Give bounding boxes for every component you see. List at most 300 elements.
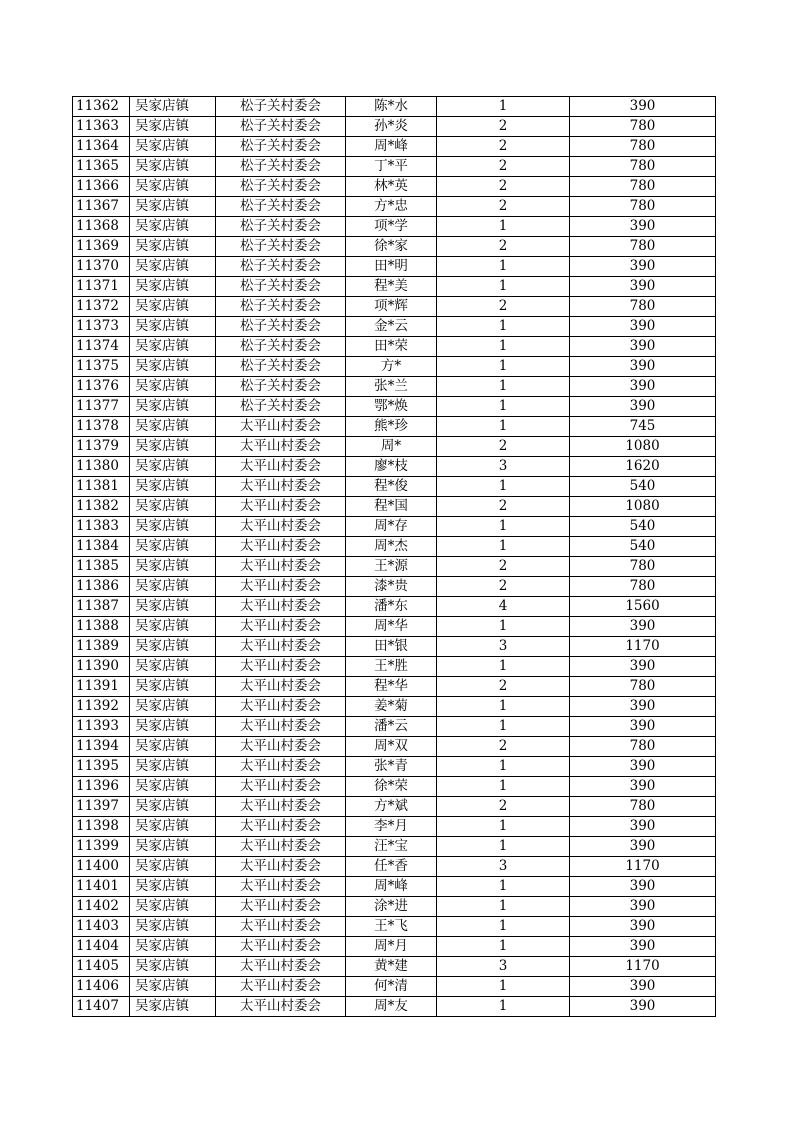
cell-amount: 540	[570, 477, 716, 497]
table-row	[73, 837, 716, 857]
cell-record-number: 11403	[73, 917, 130, 937]
table-row	[73, 957, 716, 977]
cell-person-count: 3	[437, 957, 570, 977]
cell-person-name: 张*兰	[346, 377, 437, 397]
table-row	[73, 817, 716, 837]
cell-person-count: 1	[437, 997, 570, 1017]
cell-amount: 780	[570, 177, 716, 197]
cell-town: 吴家店镇	[130, 157, 216, 177]
cell-amount: 1170	[570, 957, 716, 977]
cell-amount: 390	[570, 97, 716, 117]
cell-person-count: 2	[437, 437, 570, 457]
cell-person-name: 汪*宝	[346, 837, 437, 857]
cell-record-number: 11370	[73, 257, 130, 277]
table-row	[73, 757, 716, 777]
cell-amount: 390	[570, 917, 716, 937]
table-row	[73, 437, 716, 457]
table-row	[73, 297, 716, 317]
cell-person-count: 2	[437, 297, 570, 317]
table-row	[73, 277, 716, 297]
cell-village-committee: 太平山村委会	[216, 557, 346, 577]
cell-town: 吴家店镇	[130, 537, 216, 557]
cell-village-committee: 松子关村委会	[216, 257, 346, 277]
cell-person-name: 周*存	[346, 517, 437, 537]
cell-village-committee: 太平山村委会	[216, 577, 346, 597]
cell-town: 吴家店镇	[130, 557, 216, 577]
cell-amount: 390	[570, 697, 716, 717]
cell-village-committee: 太平山村委会	[216, 517, 346, 537]
table-row	[73, 697, 716, 717]
cell-record-number: 11394	[73, 737, 130, 757]
cell-record-number: 11407	[73, 997, 130, 1017]
table-body	[73, 97, 716, 1017]
cell-town: 吴家店镇	[130, 357, 216, 377]
cell-person-name: 程*俊	[346, 477, 437, 497]
cell-amount: 780	[570, 297, 716, 317]
cell-village-committee: 太平山村委会	[216, 997, 346, 1017]
cell-village-committee: 太平山村委会	[216, 617, 346, 637]
cell-person-name: 方*忠	[346, 197, 437, 217]
cell-person-count: 2	[437, 797, 570, 817]
cell-record-number: 11384	[73, 537, 130, 557]
cell-amount: 390	[570, 817, 716, 837]
cell-village-committee: 太平山村委会	[216, 957, 346, 977]
table-row	[73, 357, 716, 377]
cell-town: 吴家店镇	[130, 317, 216, 337]
cell-record-number: 11365	[73, 157, 130, 177]
cell-amount: 390	[570, 277, 716, 297]
cell-amount: 780	[570, 737, 716, 757]
cell-person-count: 1	[437, 517, 570, 537]
cell-person-name: 周*杰	[346, 537, 437, 557]
cell-village-committee: 松子关村委会	[216, 237, 346, 257]
cell-town: 吴家店镇	[130, 97, 216, 117]
cell-town: 吴家店镇	[130, 617, 216, 637]
cell-town: 吴家店镇	[130, 797, 216, 817]
cell-village-committee: 松子关村委会	[216, 157, 346, 177]
cell-village-committee: 松子关村委会	[216, 397, 346, 417]
cell-person-count: 1	[437, 617, 570, 637]
cell-amount: 1560	[570, 597, 716, 617]
cell-record-number: 11396	[73, 777, 130, 797]
cell-person-count: 1	[437, 277, 570, 297]
cell-town: 吴家店镇	[130, 197, 216, 217]
table-row	[73, 217, 716, 237]
table-row	[73, 557, 716, 577]
cell-person-name: 陈*水	[346, 97, 437, 117]
cell-record-number: 11405	[73, 957, 130, 977]
table-row	[73, 597, 716, 617]
cell-town: 吴家店镇	[130, 217, 216, 237]
cell-village-committee: 太平山村委会	[216, 817, 346, 837]
cell-village-committee: 太平山村委会	[216, 917, 346, 937]
cell-person-name: 周*双	[346, 737, 437, 757]
table-row	[73, 237, 716, 257]
cell-town: 吴家店镇	[130, 717, 216, 737]
cell-person-name: 金*云	[346, 317, 437, 337]
cell-village-committee: 太平山村委会	[216, 657, 346, 677]
cell-amount: 390	[570, 877, 716, 897]
cell-person-name: 徐*家	[346, 237, 437, 257]
table-row	[73, 677, 716, 697]
cell-record-number: 11406	[73, 977, 130, 997]
table-row	[73, 137, 716, 157]
cell-record-number: 11388	[73, 617, 130, 637]
table-row	[73, 97, 716, 117]
cell-town: 吴家店镇	[130, 437, 216, 457]
cell-amount: 780	[570, 577, 716, 597]
cell-amount: 780	[570, 117, 716, 137]
table-row	[73, 917, 716, 937]
cell-village-committee: 太平山村委会	[216, 757, 346, 777]
cell-town: 吴家店镇	[130, 257, 216, 277]
cell-person-count: 1	[437, 657, 570, 677]
cell-amount: 390	[570, 837, 716, 857]
cell-village-committee: 太平山村委会	[216, 637, 346, 657]
cell-village-committee: 松子关村委会	[216, 377, 346, 397]
cell-person-count: 1	[437, 877, 570, 897]
table-row	[73, 777, 716, 797]
cell-record-number: 11367	[73, 197, 130, 217]
cell-town: 吴家店镇	[130, 497, 216, 517]
cell-village-committee: 太平山村委会	[216, 417, 346, 437]
cell-person-name: 丁*平	[346, 157, 437, 177]
table-row	[73, 537, 716, 557]
cell-village-committee: 太平山村委会	[216, 777, 346, 797]
cell-amount: 1080	[570, 437, 716, 457]
cell-person-name: 漆*贵	[346, 577, 437, 597]
cell-person-count: 3	[437, 637, 570, 657]
cell-record-number: 11390	[73, 657, 130, 677]
cell-person-name: 何*清	[346, 977, 437, 997]
cell-person-name: 方*	[346, 357, 437, 377]
cell-person-count: 1	[437, 937, 570, 957]
cell-person-count: 2	[437, 137, 570, 157]
cell-amount: 390	[570, 657, 716, 677]
cell-amount: 780	[570, 557, 716, 577]
cell-village-committee: 太平山村委会	[216, 677, 346, 697]
cell-record-number: 11397	[73, 797, 130, 817]
table-row	[73, 997, 716, 1017]
cell-record-number: 11381	[73, 477, 130, 497]
cell-amount: 1620	[570, 457, 716, 477]
table-row	[73, 197, 716, 217]
table-row	[73, 117, 716, 137]
cell-person-name: 徐*荣	[346, 777, 437, 797]
cell-amount: 780	[570, 157, 716, 177]
cell-person-count: 1	[437, 837, 570, 857]
cell-amount: 390	[570, 757, 716, 777]
cell-person-count: 1	[437, 897, 570, 917]
cell-town: 吴家店镇	[130, 997, 216, 1017]
cell-person-name: 周*峰	[346, 877, 437, 897]
table-row	[73, 877, 716, 897]
table-row	[73, 377, 716, 397]
cell-amount: 390	[570, 357, 716, 377]
cell-record-number: 11383	[73, 517, 130, 537]
cell-person-count: 2	[437, 677, 570, 697]
cell-village-committee: 太平山村委会	[216, 717, 346, 737]
cell-person-name: 田*明	[346, 257, 437, 277]
cell-person-name: 田*银	[346, 637, 437, 657]
cell-village-committee: 太平山村委会	[216, 437, 346, 457]
cell-town: 吴家店镇	[130, 377, 216, 397]
cell-person-name: 鄂*焕	[346, 397, 437, 417]
table-row	[73, 897, 716, 917]
cell-village-committee: 松子关村委会	[216, 317, 346, 337]
cell-village-committee: 太平山村委会	[216, 797, 346, 817]
cell-record-number: 11371	[73, 277, 130, 297]
cell-person-count: 2	[437, 117, 570, 137]
cell-amount: 540	[570, 537, 716, 557]
table-row	[73, 577, 716, 597]
cell-record-number: 11387	[73, 597, 130, 617]
cell-record-number: 11386	[73, 577, 130, 597]
cell-town: 吴家店镇	[130, 477, 216, 497]
cell-town: 吴家店镇	[130, 817, 216, 837]
cell-village-committee: 太平山村委会	[216, 897, 346, 917]
cell-record-number: 11399	[73, 837, 130, 857]
cell-person-name: 周*友	[346, 997, 437, 1017]
cell-amount: 390	[570, 937, 716, 957]
table-row	[73, 457, 716, 477]
cell-person-name: 周*月	[346, 937, 437, 957]
cell-person-name: 项*辉	[346, 297, 437, 317]
cell-person-count: 1	[437, 397, 570, 417]
cell-village-committee: 太平山村委会	[216, 477, 346, 497]
cell-town: 吴家店镇	[130, 877, 216, 897]
table-row	[73, 637, 716, 657]
cell-person-count: 2	[437, 557, 570, 577]
cell-person-count: 1	[437, 377, 570, 397]
cell-town: 吴家店镇	[130, 237, 216, 257]
cell-town: 吴家店镇	[130, 417, 216, 437]
cell-person-name: 周*华	[346, 617, 437, 637]
cell-record-number: 11379	[73, 437, 130, 457]
cell-person-name: 潘*云	[346, 717, 437, 737]
cell-amount: 745	[570, 417, 716, 437]
cell-amount: 390	[570, 977, 716, 997]
cell-record-number: 11364	[73, 137, 130, 157]
cell-person-name: 周*峰	[346, 137, 437, 157]
cell-person-count: 1	[437, 717, 570, 737]
cell-village-committee: 太平山村委会	[216, 597, 346, 617]
cell-amount: 780	[570, 237, 716, 257]
cell-amount: 390	[570, 257, 716, 277]
table-row	[73, 317, 716, 337]
cell-town: 吴家店镇	[130, 337, 216, 357]
cell-village-committee: 太平山村委会	[216, 497, 346, 517]
cell-amount: 780	[570, 197, 716, 217]
cell-person-name: 程*美	[346, 277, 437, 297]
cell-person-count: 1	[437, 417, 570, 437]
cell-person-count: 1	[437, 817, 570, 837]
cell-town: 吴家店镇	[130, 457, 216, 477]
cell-person-name: 田*荣	[346, 337, 437, 357]
cell-village-committee: 太平山村委会	[216, 977, 346, 997]
cell-town: 吴家店镇	[130, 837, 216, 857]
cell-town: 吴家店镇	[130, 277, 216, 297]
cell-person-count: 3	[437, 457, 570, 477]
cell-person-name: 任*香	[346, 857, 437, 877]
cell-person-name: 姜*菊	[346, 697, 437, 717]
cell-village-committee: 松子关村委会	[216, 137, 346, 157]
table-row	[73, 337, 716, 357]
cell-village-committee: 太平山村委会	[216, 837, 346, 857]
cell-record-number: 11378	[73, 417, 130, 437]
cell-town: 吴家店镇	[130, 637, 216, 657]
cell-person-name: 王*飞	[346, 917, 437, 937]
table-row	[73, 477, 716, 497]
cell-town: 吴家店镇	[130, 137, 216, 157]
table-row	[73, 517, 716, 537]
cell-amount: 390	[570, 997, 716, 1017]
cell-record-number: 11382	[73, 497, 130, 517]
cell-person-count: 2	[437, 497, 570, 517]
table-row	[73, 717, 716, 737]
cell-person-count: 3	[437, 857, 570, 877]
cell-town: 吴家店镇	[130, 697, 216, 717]
cell-record-number: 11401	[73, 877, 130, 897]
table-row	[73, 417, 716, 437]
table-row	[73, 937, 716, 957]
cell-person-count: 1	[437, 697, 570, 717]
cell-amount: 1080	[570, 497, 716, 517]
cell-amount: 780	[570, 677, 716, 697]
cell-town: 吴家店镇	[130, 597, 216, 617]
cell-town: 吴家店镇	[130, 517, 216, 537]
cell-record-number: 11398	[73, 817, 130, 837]
cell-village-committee: 松子关村委会	[216, 117, 346, 137]
cell-record-number: 11377	[73, 397, 130, 417]
cell-person-count: 1	[437, 917, 570, 937]
cell-village-committee: 松子关村委会	[216, 337, 346, 357]
cell-person-count: 2	[437, 237, 570, 257]
cell-town: 吴家店镇	[130, 977, 216, 997]
cell-village-committee: 太平山村委会	[216, 697, 346, 717]
cell-person-count: 1	[437, 537, 570, 557]
cell-village-committee: 松子关村委会	[216, 357, 346, 377]
cell-person-count: 1	[437, 977, 570, 997]
cell-town: 吴家店镇	[130, 757, 216, 777]
cell-town: 吴家店镇	[130, 397, 216, 417]
cell-person-name: 张*青	[346, 757, 437, 777]
table-row	[73, 617, 716, 637]
cell-town: 吴家店镇	[130, 297, 216, 317]
cell-record-number: 11393	[73, 717, 130, 737]
cell-town: 吴家店镇	[130, 937, 216, 957]
cell-village-committee: 松子关村委会	[216, 97, 346, 117]
cell-village-committee: 松子关村委会	[216, 297, 346, 317]
table-row	[73, 797, 716, 817]
cell-town: 吴家店镇	[130, 677, 216, 697]
cell-person-name: 李*月	[346, 817, 437, 837]
cell-amount: 390	[570, 717, 716, 737]
cell-record-number: 11375	[73, 357, 130, 377]
cell-record-number: 11372	[73, 297, 130, 317]
cell-person-name: 林*英	[346, 177, 437, 197]
cell-record-number: 11363	[73, 117, 130, 137]
cell-record-number: 11362	[73, 97, 130, 117]
table-row	[73, 497, 716, 517]
cell-town: 吴家店镇	[130, 917, 216, 937]
cell-record-number: 11380	[73, 457, 130, 477]
cell-village-committee: 松子关村委会	[216, 197, 346, 217]
cell-record-number: 11369	[73, 237, 130, 257]
cell-amount: 390	[570, 377, 716, 397]
cell-person-count: 1	[437, 257, 570, 277]
cell-person-count: 2	[437, 157, 570, 177]
cell-person-name: 程*国	[346, 497, 437, 517]
cell-record-number: 11402	[73, 897, 130, 917]
cell-person-name: 廖*枝	[346, 457, 437, 477]
cell-record-number: 11368	[73, 217, 130, 237]
cell-amount: 780	[570, 797, 716, 817]
cell-village-committee: 太平山村委会	[216, 937, 346, 957]
cell-amount: 390	[570, 897, 716, 917]
cell-record-number: 11373	[73, 317, 130, 337]
data-table	[72, 96, 716, 1017]
cell-person-name: 王*源	[346, 557, 437, 577]
cell-person-name: 孙*炎	[346, 117, 437, 137]
cell-village-committee: 松子关村委会	[216, 177, 346, 197]
cell-person-name: 王*胜	[346, 657, 437, 677]
cell-person-count: 1	[437, 777, 570, 797]
cell-amount: 780	[570, 137, 716, 157]
cell-person-name: 方*斌	[346, 797, 437, 817]
cell-town: 吴家店镇	[130, 737, 216, 757]
cell-town: 吴家店镇	[130, 777, 216, 797]
cell-town: 吴家店镇	[130, 857, 216, 877]
table-row	[73, 977, 716, 997]
table-row	[73, 257, 716, 277]
cell-amount: 390	[570, 317, 716, 337]
cell-person-name: 涂*进	[346, 897, 437, 917]
cell-record-number: 11385	[73, 557, 130, 577]
cell-record-number: 11376	[73, 377, 130, 397]
table-row	[73, 737, 716, 757]
cell-person-name: 黄*建	[346, 957, 437, 977]
cell-person-count: 2	[437, 197, 570, 217]
cell-amount: 1170	[570, 637, 716, 657]
cell-town: 吴家店镇	[130, 577, 216, 597]
cell-village-committee: 松子关村委会	[216, 277, 346, 297]
table-row	[73, 397, 716, 417]
table-row	[73, 657, 716, 677]
cell-village-committee: 太平山村委会	[216, 737, 346, 757]
cell-town: 吴家店镇	[130, 957, 216, 977]
cell-person-count: 1	[437, 357, 570, 377]
cell-amount: 540	[570, 517, 716, 537]
cell-amount: 390	[570, 777, 716, 797]
cell-record-number: 11392	[73, 697, 130, 717]
cell-person-count: 1	[437, 477, 570, 497]
cell-person-name: 周*	[346, 437, 437, 457]
cell-person-name: 项*学	[346, 217, 437, 237]
cell-village-committee: 太平山村委会	[216, 877, 346, 897]
cell-record-number: 11391	[73, 677, 130, 697]
cell-record-number: 11395	[73, 757, 130, 777]
cell-record-number: 11404	[73, 937, 130, 957]
cell-town: 吴家店镇	[130, 177, 216, 197]
cell-record-number: 11366	[73, 177, 130, 197]
cell-amount: 1170	[570, 857, 716, 877]
cell-person-count: 1	[437, 317, 570, 337]
cell-town: 吴家店镇	[130, 897, 216, 917]
cell-person-name: 潘*东	[346, 597, 437, 617]
cell-person-count: 2	[437, 177, 570, 197]
cell-record-number: 11374	[73, 337, 130, 357]
